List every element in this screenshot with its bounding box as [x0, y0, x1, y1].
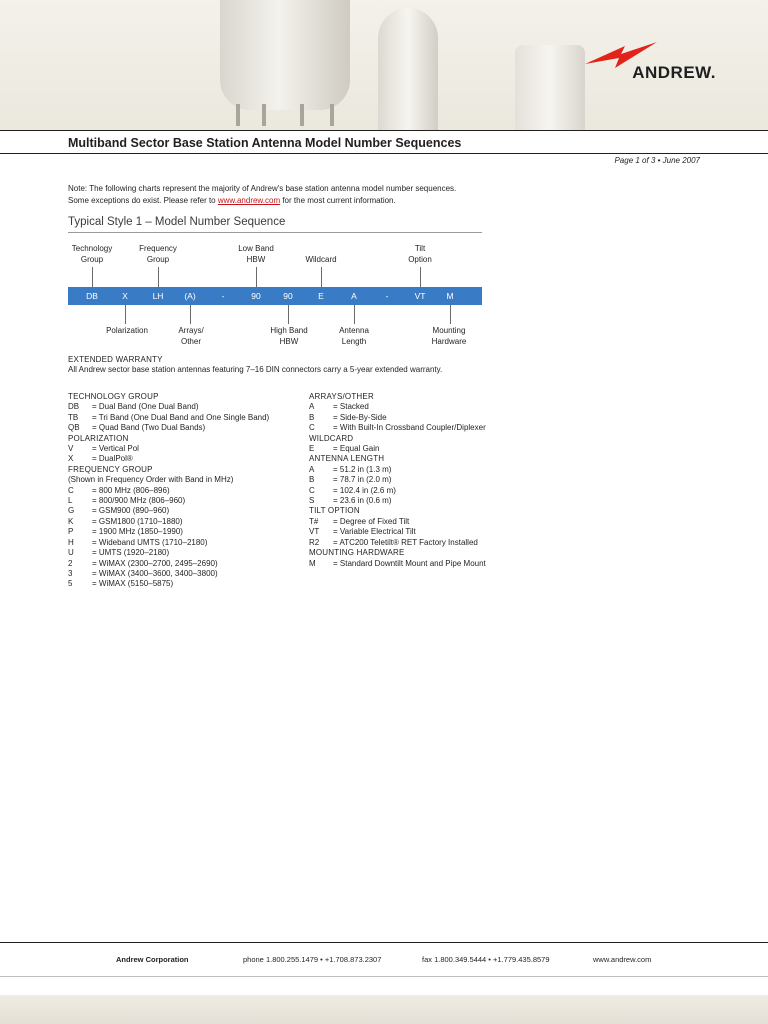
code-frequency: LH — [152, 291, 164, 301]
definition-code: X — [68, 454, 74, 464]
definition-row — [68, 569, 303, 579]
code-mounting: M — [446, 291, 454, 301]
section-heading: ANTENNA LENGTH — [309, 454, 385, 464]
definition-row — [68, 496, 303, 506]
section-heading: ARRAYS/OTHER — [309, 392, 374, 401]
header-banner — [0, 0, 768, 130]
footer-bottom-rule — [0, 976, 768, 977]
warranty-section — [68, 355, 528, 376]
code-low-band-hbw: 90 — [251, 291, 261, 301]
definition-meaning: = GSM1800 (1710–1880) — [92, 516, 183, 526]
label-frequency-group: Frequency Group — [139, 244, 177, 264]
antenna-image — [515, 45, 585, 130]
definition-meaning: = 102.4 in (2.6 m) — [333, 485, 396, 495]
definition-row — [68, 548, 303, 558]
definition-code: 5 — [68, 579, 73, 589]
definition-code: C — [309, 423, 315, 433]
right-definitions-column — [309, 392, 529, 569]
definition-code: L — [68, 496, 73, 506]
footer-company: Andrew Corporation — [116, 955, 189, 964]
definition-meaning: = Side-By-Side — [333, 412, 387, 422]
definition-row — [68, 559, 303, 569]
definition-meaning: = UMTS (1920–2180) — [92, 548, 170, 558]
definition-code: DB — [68, 402, 80, 412]
page-title: Multiband Sector Base Station Antenna Model Number Sequences — [68, 136, 462, 150]
footer-fax: fax 1.800.349.5444 • +1.779.435.8579 — [422, 955, 550, 964]
warranty-text: All Andrew sector base station antennas featuring 7–16 DIN connectors carry a 5-year extended warranty. — [68, 365, 443, 375]
definition-row — [68, 506, 303, 516]
definition-row — [68, 423, 303, 433]
definition-row — [68, 579, 303, 589]
definition-meaning: = Quad Band (Two Dual Bands) — [92, 423, 206, 433]
antenna-image — [220, 0, 350, 110]
definition-row — [309, 486, 529, 496]
section-subheading: (Shown in Frequency Order with Band in MHz) — [68, 475, 234, 485]
definition-row — [68, 527, 303, 537]
footer-website-link[interactable]: www.andrew.com — [593, 955, 652, 964]
definition-row — [68, 454, 303, 464]
definition-code: K — [68, 516, 74, 526]
code-technology: DB — [86, 291, 98, 301]
definition-row — [68, 486, 303, 496]
definition-row — [309, 423, 529, 433]
note-text: Note: The following charts represent the majority of Andrew's base station antenna model number sequences. Some exceptions do exist. Please refer to — [68, 184, 457, 205]
section-heading: FREQUENCY GROUP — [68, 464, 153, 474]
code-polarization: X — [122, 291, 128, 301]
definition-code: T# — [309, 516, 319, 526]
code-separator: - — [385, 291, 389, 301]
connector-line — [256, 267, 257, 287]
definition-code: B — [309, 412, 315, 422]
antenna-image — [378, 8, 438, 130]
definition-code: B — [309, 475, 315, 485]
footer-phone: phone 1.800.255.1479 • +1.708.873.2307 — [243, 955, 382, 964]
definition-code: P — [68, 527, 74, 537]
label-high-band-hbw: High Band HBW — [270, 326, 308, 346]
definition-code: 2 — [68, 558, 73, 568]
definition-meaning: = Standard Downtilt Mount and Pipe Mount — [333, 558, 486, 568]
connector-pin — [236, 104, 240, 126]
footer-banner — [0, 995, 768, 1024]
definition-code: C — [68, 485, 74, 495]
definition-row — [309, 475, 529, 485]
section-heading: MOUNTING HARDWARE — [309, 548, 405, 558]
label-antenna-length: Antenna Length — [339, 326, 369, 346]
definition-meaning: = WiMAX (5150–5875) — [92, 579, 174, 589]
definition-meaning: = Tri Band (One Dual Band and One Single Band) — [92, 412, 270, 422]
definition-row — [68, 444, 303, 454]
definition-meaning: = 800/900 MHz (806–960) — [92, 496, 186, 506]
definition-code: 3 — [68, 568, 73, 578]
code-arrays: (A) — [184, 291, 196, 301]
definition-code: VT — [309, 527, 320, 537]
definition-row — [309, 465, 529, 475]
connector-pin — [330, 104, 334, 126]
definition-code: U — [68, 548, 74, 558]
definition-meaning: = DualPol® — [92, 454, 133, 464]
definition-row — [309, 517, 529, 527]
header-divider — [0, 130, 768, 131]
definition-row — [309, 538, 529, 548]
left-definitions-column — [68, 392, 303, 590]
section-heading: TILT OPTION — [309, 506, 360, 516]
definition-row — [309, 402, 529, 412]
sequence-title-rule — [68, 232, 482, 233]
note-text-end: for the most current information. — [280, 196, 396, 205]
definition-row — [68, 517, 303, 527]
definition-row — [68, 538, 303, 548]
connector-line — [450, 305, 451, 324]
definition-meaning: = Degree of Fixed Tilt — [333, 516, 410, 526]
definition-meaning: = Vertical Pol — [92, 444, 139, 454]
definition-meaning: = 23.6 in (0.6 m) — [333, 496, 392, 506]
sequence-title: Typical Style 1 – Model Number Sequence — [68, 216, 286, 228]
definition-meaning: = WiMAX (2300–2700, 2495–2690) — [92, 558, 218, 568]
note-paragraph — [68, 183, 478, 207]
connector-line — [420, 267, 421, 287]
definition-code: A — [309, 464, 315, 474]
definition-meaning: = 51.2 in (1.3 m) — [333, 464, 392, 474]
connector-pin — [262, 104, 266, 126]
label-arrays-other: Arrays/ Other — [178, 326, 204, 346]
connector-line — [190, 305, 191, 324]
title-divider — [0, 153, 768, 154]
definition-row — [309, 496, 529, 506]
definition-code: S — [309, 496, 315, 506]
connector-line — [125, 305, 126, 324]
definition-code: E — [309, 444, 315, 454]
definition-row — [309, 527, 529, 537]
connector-pin — [300, 104, 304, 126]
connector-line — [288, 305, 289, 324]
definition-code: A — [309, 402, 315, 412]
definition-row — [68, 402, 303, 412]
definition-meaning: = 800 MHz (806–896) — [92, 485, 170, 495]
label-technology-group: Technology Group — [71, 244, 113, 264]
code-antenna-length: A — [351, 291, 357, 301]
definition-code: G — [68, 506, 75, 516]
code-tilt: VT — [414, 291, 426, 301]
footer-divider — [0, 942, 768, 943]
definition-code: V — [68, 444, 74, 454]
connector-line — [354, 305, 355, 324]
label-mounting-hardware: Mounting Hardware — [431, 326, 467, 346]
label-polarization: Polarization — [106, 326, 148, 335]
warranty-heading: EXTENDED WARRANTY — [68, 355, 163, 364]
definition-meaning: = WiMAX (3400–3600, 3400–3800) — [92, 568, 218, 578]
definition-meaning: = ATC200 Teletilt® RET Factory Installed — [333, 537, 478, 547]
page-info: Page 1 of 3 • June 2007 — [614, 156, 700, 165]
label-tilt-option: Tilt Option — [408, 244, 432, 264]
label-wildcard: Wildcard — [305, 255, 337, 264]
connector-line — [92, 267, 93, 287]
definition-meaning: = GSM900 (890–960) — [92, 506, 170, 516]
definition-meaning: = Stacked — [333, 402, 369, 412]
definition-meaning: = Equal Gain — [333, 444, 380, 454]
definition-row — [309, 444, 529, 454]
definition-code: R2 — [309, 537, 320, 547]
definition-meaning: = 78.7 in (2.0 m) — [333, 475, 392, 485]
definition-code: H — [68, 537, 74, 547]
definition-meaning: = 1900 MHz (1850–1990) — [92, 527, 183, 537]
code-wildcard: E — [318, 291, 324, 301]
section-heading: POLARIZATION — [68, 433, 129, 443]
definition-meaning: = Dual Band (One Dual Band) — [92, 402, 199, 412]
andrew-logo: ANDREW. — [632, 63, 716, 82]
definition-meaning: = Wideband UMTS (1710–2180) — [92, 537, 208, 547]
definition-code: M — [309, 558, 316, 568]
definition-row — [309, 413, 529, 423]
connector-line — [321, 267, 322, 287]
definition-row — [309, 559, 529, 569]
connector-line — [158, 267, 159, 287]
section-heading: TECHNOLOGY GROUP — [68, 392, 159, 401]
definition-meaning: = With Built-In Crossband Coupler/Diplexer — [333, 423, 486, 433]
definition-code: QB — [68, 423, 80, 433]
definition-meaning: = Variable Electrical Tilt — [333, 527, 416, 537]
label-low-band-hbw: Low Band HBW — [238, 244, 274, 264]
definition-row — [68, 413, 303, 423]
code-high-band-hbw: 90 — [283, 291, 293, 301]
code-separator: - — [221, 291, 225, 301]
definition-code: TB — [68, 412, 79, 422]
section-heading: WILDCARD — [309, 433, 354, 443]
andrew-website-link[interactable]: www.andrew.com — [217, 196, 281, 205]
definition-code: C — [309, 485, 315, 495]
